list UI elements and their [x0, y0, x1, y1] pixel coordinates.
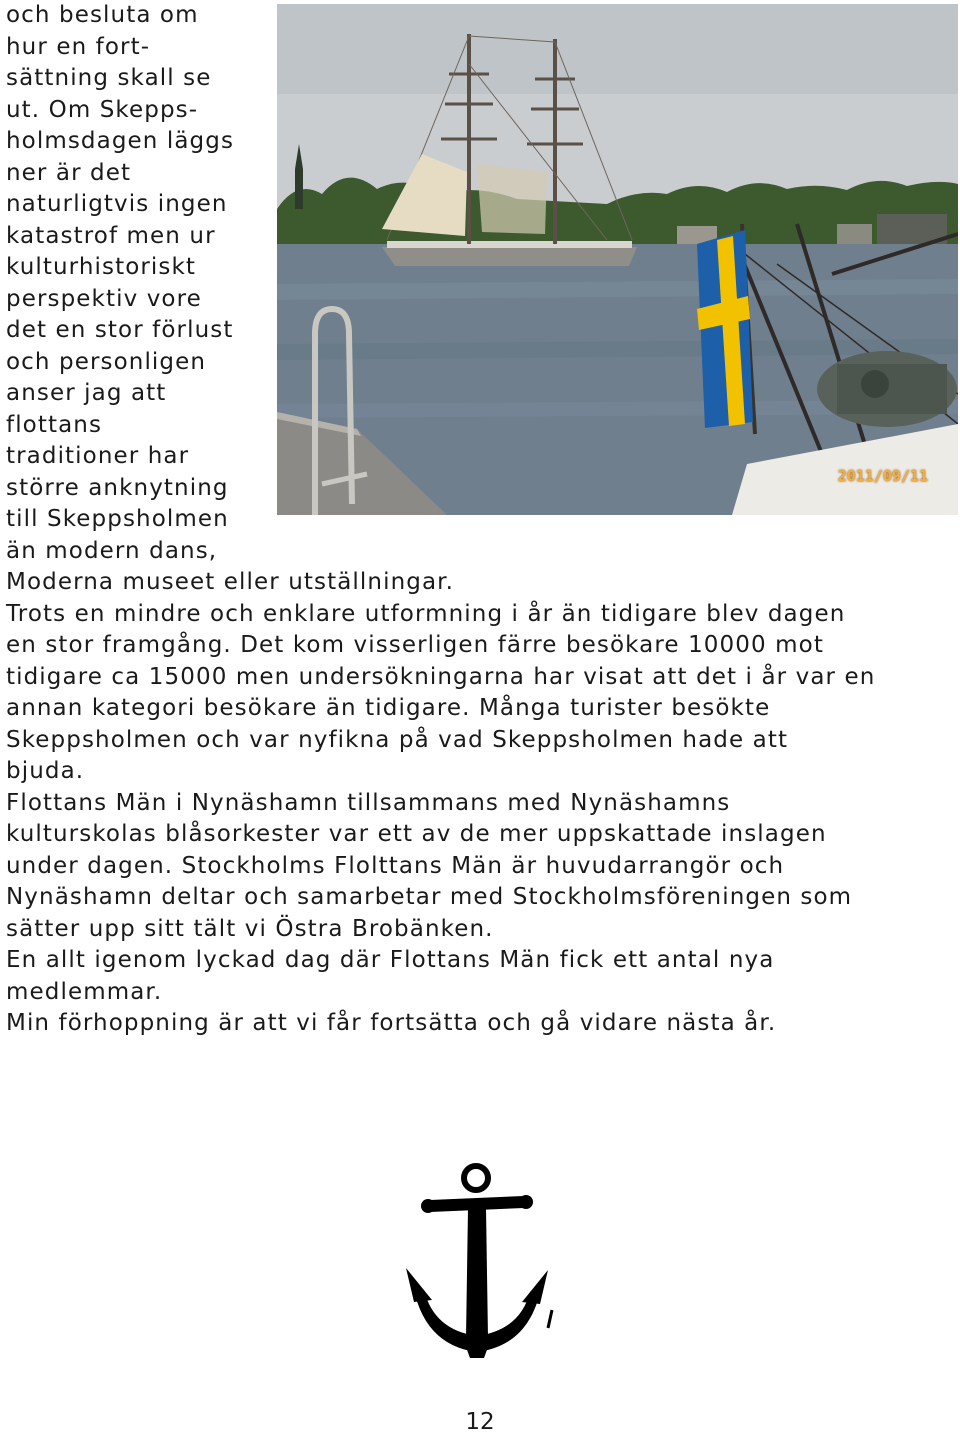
text-line: och besluta om	[6, 2, 199, 28]
text-line: traditioner har	[6, 443, 190, 469]
text-line: annan kategori besökare än tidigare. Många turister besökte	[6, 695, 771, 721]
text-line: ut. Om Skepps-	[6, 96, 199, 123]
text-line: sätter upp sitt tält vi Östra Brobänken.	[6, 915, 494, 942]
text-line: det en stor förlust	[6, 317, 234, 343]
text-line: flottans	[6, 411, 103, 438]
text-line: ner är det	[6, 159, 132, 186]
text-line: bjuda.	[6, 758, 85, 784]
text-line: En allt igenom lyckad dag där Flottans Män fick ett antal nya	[6, 947, 775, 973]
text-line: en stor framgång. Det kom visserligen färre besökare 10000 mot	[6, 632, 824, 658]
text-line: Trots en mindre och enklare utformning i år än tidigare blev dagen	[6, 600, 846, 627]
text-line: sättning skall se	[6, 65, 212, 91]
text-line: perspektiv vore	[6, 285, 202, 312]
harbor-scene-illustration	[277, 4, 958, 515]
text-line: hur en fort-	[6, 33, 151, 60]
text-line: än modern dans,	[6, 537, 218, 564]
text-line: och personligen	[6, 348, 207, 375]
text-line: kulturskolas blåsorkester var ett av de mer uppskattade inslagen	[6, 821, 827, 847]
text-line: kulturhistoriskt	[6, 254, 197, 280]
text-line: holmsdagen läggs	[6, 128, 235, 154]
tall-ship-photo	[277, 4, 958, 515]
page-number: 12	[465, 1409, 495, 1435]
text-line: Nynäshamn deltar och samarbetar med Stockholmsföreningen som	[6, 884, 853, 910]
text-line: tidigare ca 15000 men undersökningarna har visat att det i år var en	[6, 663, 876, 690]
text-line: Moderna museet eller utställningar.	[6, 569, 455, 595]
text-line: medlemmar.	[6, 978, 163, 1005]
text-line: till Skeppsholmen	[6, 506, 229, 532]
text-line: naturligtvis ingen	[6, 191, 228, 217]
text-line: Skeppsholmen och var nyfikna på vad Skeppsholmen hade att	[6, 726, 789, 753]
text-line: under dagen. Stockholms Flolttans Män är huvudarrangör och	[6, 852, 785, 879]
date-stamp: 2011/09/11	[837, 467, 928, 485]
anchor-icon	[402, 1160, 562, 1370]
text-line: anser jag att	[6, 380, 167, 406]
text-line: Flottans Män i Nynäshamn tillsammans med Nynäshamns	[6, 789, 731, 816]
wrapped-text-column	[6, 0, 264, 567]
full-width-text	[6, 567, 956, 1040]
text-line: katastrof men ur	[6, 222, 216, 249]
text-line: större anknytning	[6, 474, 229, 501]
text-line: Min förhoppning är att vi får fortsätta och gå vidare nästa år.	[6, 1010, 777, 1036]
